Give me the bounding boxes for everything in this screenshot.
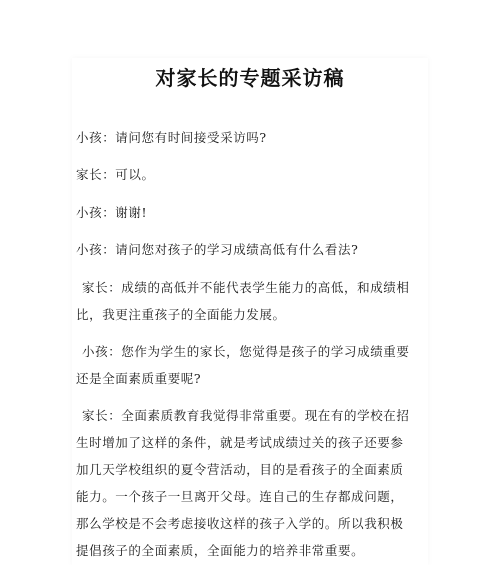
paragraph-line: 小孩：请问您有时间接受采访吗? [76,130,267,145]
paragraph-line: 比，我更注重孩子的全面能力发展。 [76,307,286,322]
paragraph-line: 小孩：谢谢! [76,205,148,220]
paragraph-line: 家长：全面素质教育我觉得非常重要。现在有的学校在招 [82,408,410,423]
paragraph-5 [76,274,438,328]
paragraph-3 [76,199,432,226]
paragraph-line: 能力。一个孩子一旦离开父母。连自己的生存都成问题， [76,489,404,504]
paragraph-line: 家长：成绩的高低并不能代表学生能力的高低，和成绩相 [82,280,410,295]
paragraph-7 [76,402,438,564]
document-title: 对家长的专题采访稿 [155,66,345,90]
paragraph-line: 小孩：您作为学生的家长，您觉得是孩子的学习成绩重要 [82,344,410,359]
paragraph-line: 家长：可以。 [76,167,155,182]
paragraph-line: 小孩：请问您对孩子的学习成绩高低有什么看法? [76,242,359,257]
paragraph-2 [76,161,432,188]
paragraph-6 [76,338,438,392]
paragraph-4 [76,236,432,263]
paragraph-line: 还是全面素质重要呢? [76,371,202,386]
paragraph-1 [76,124,432,151]
paragraph-line: 生时增加了这样的条件，就是考试成绩过关的孩子还要参 [76,435,404,450]
paragraph-line: 加几天学校组织的夏令营活动，目的是看孩子的全面素质 [76,462,404,477]
paragraph-line: 提倡孩子的全面素质，全面能力的培养非常重要。 [76,543,365,558]
paragraph-line: 那么学校是不会考虑接收这样的孩子入学的。所以我积极 [76,516,404,531]
